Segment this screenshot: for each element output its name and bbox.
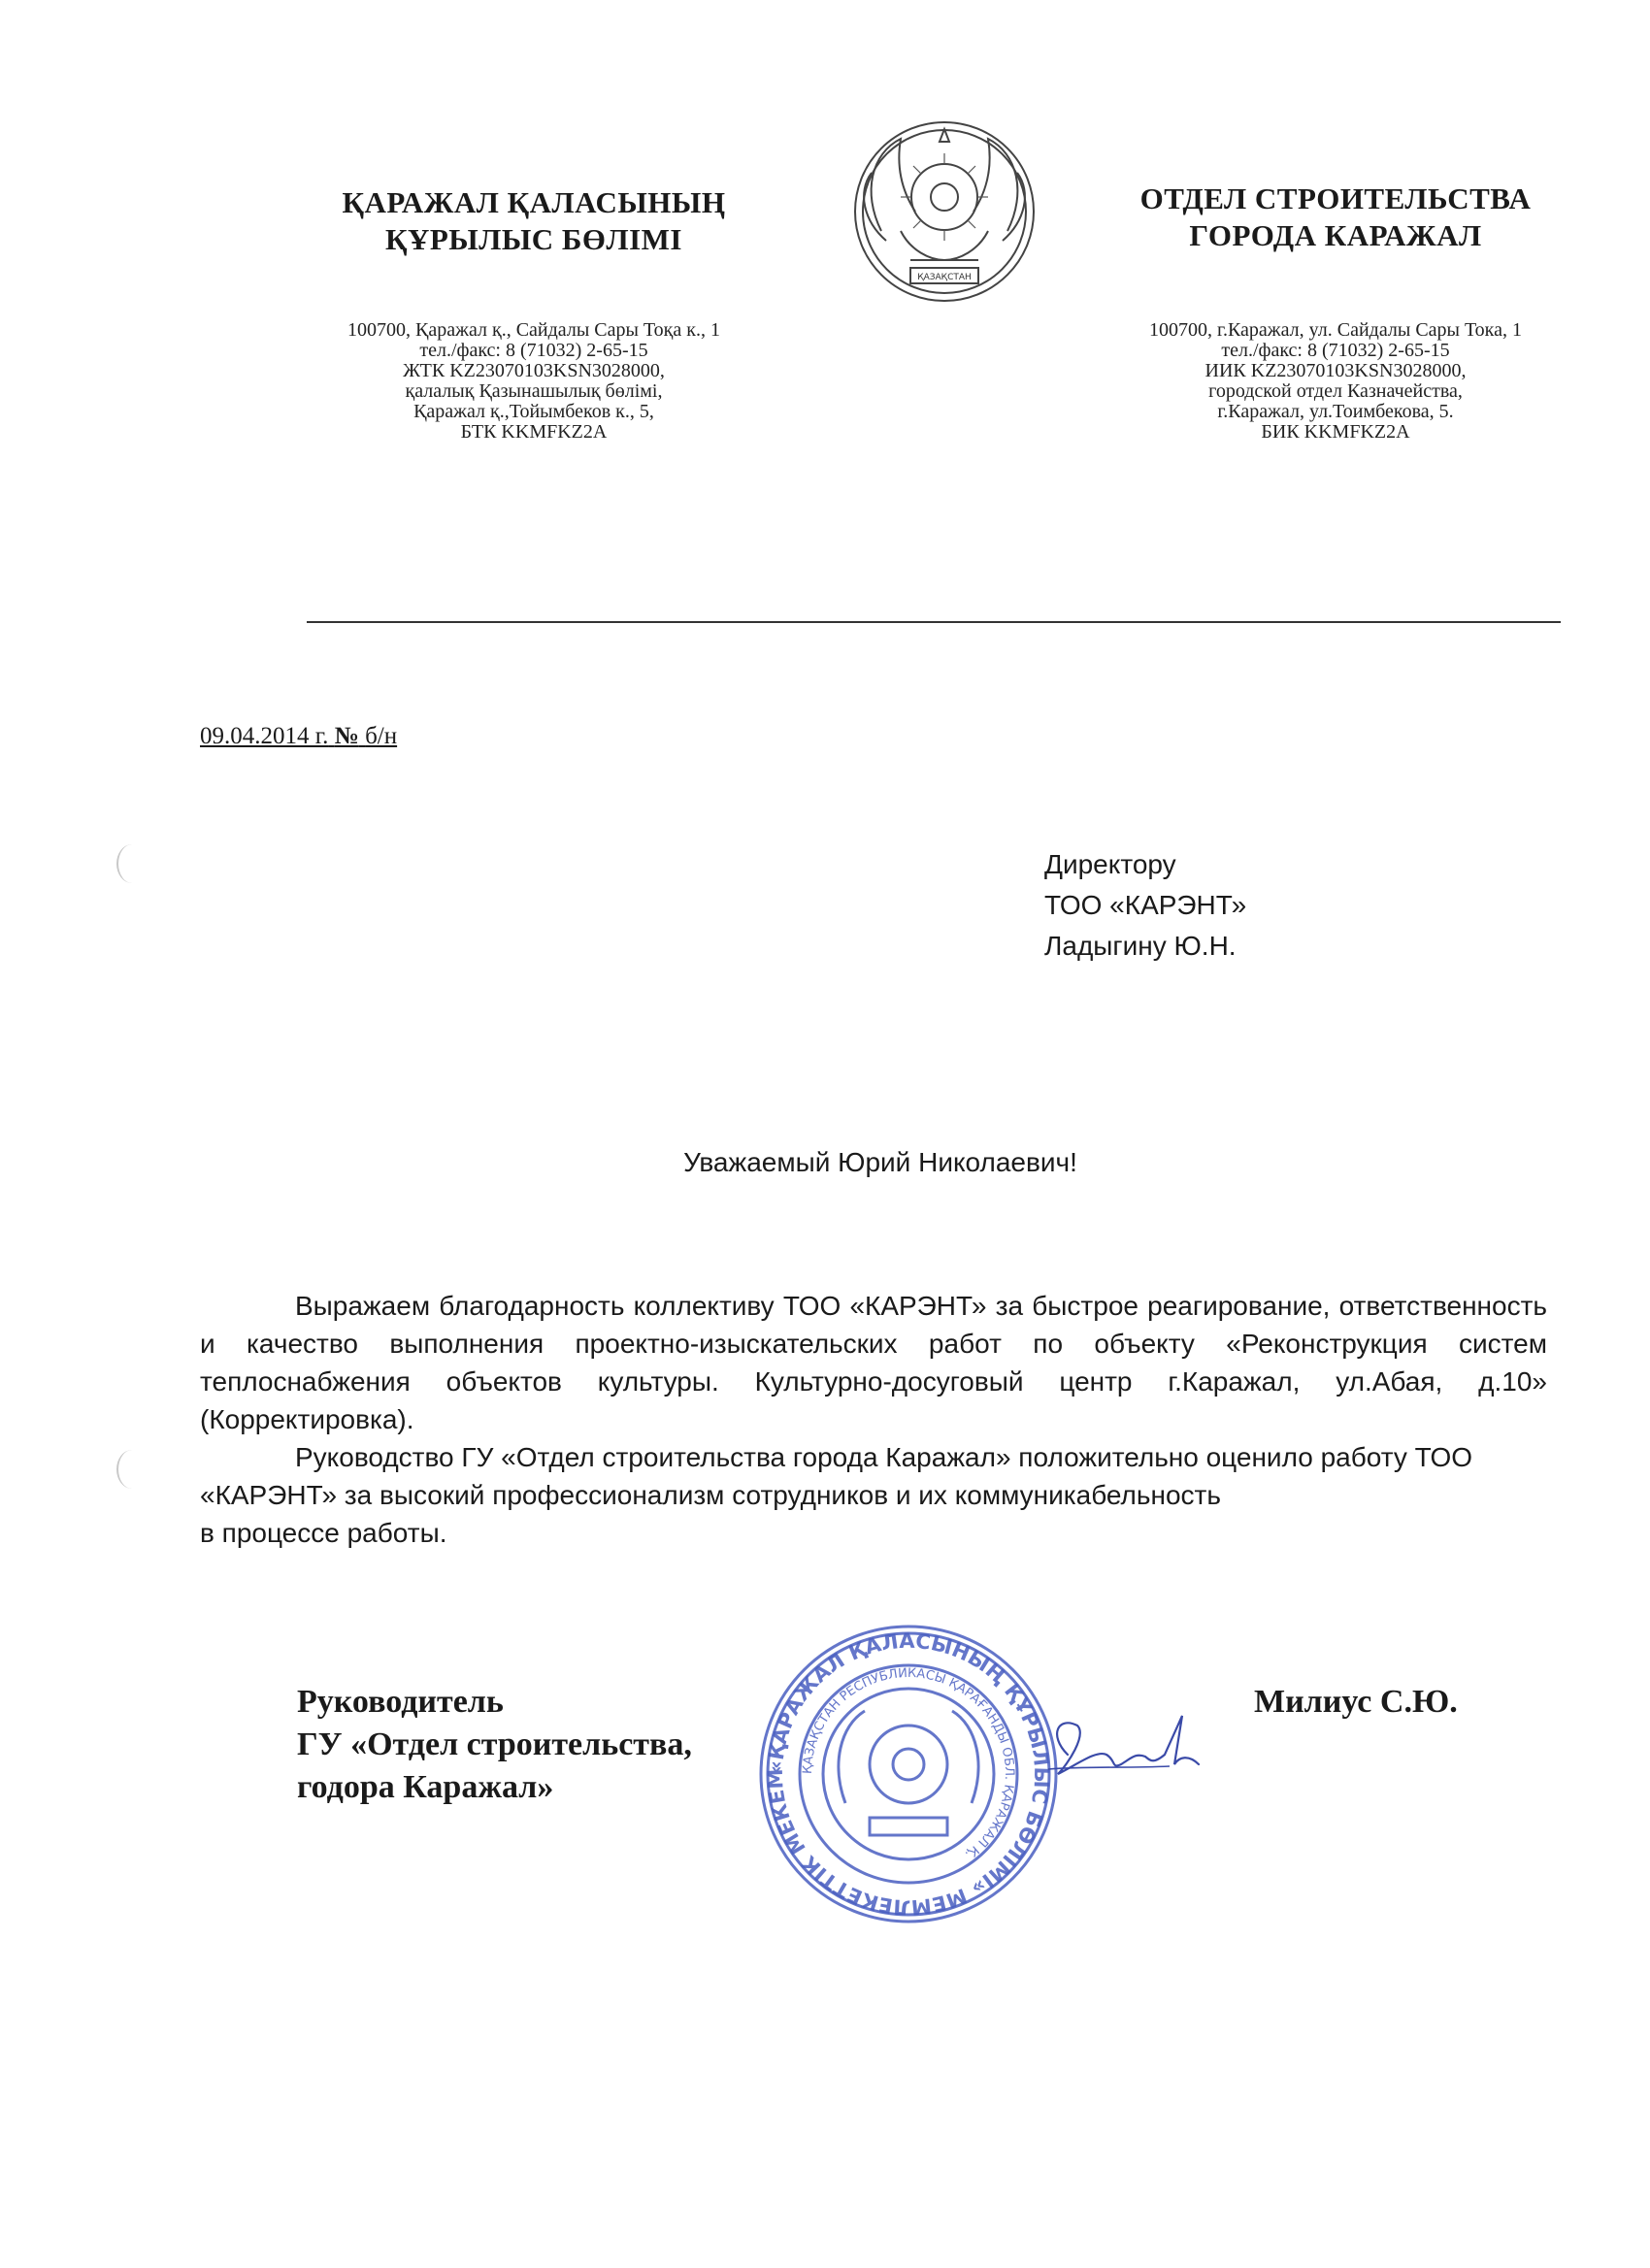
header-left-title-line1: ҚАРАЖАЛ ҚАЛАСЫНЫҢ [342,185,726,219]
signatory-position [297,1681,692,1809]
header-right-title [1093,181,1578,254]
signatory-name: Милиус С.Ю. [1254,1684,1458,1720]
address-line: г.Каражал, ул.Тоимбекова, 5. [1217,401,1454,422]
punch-hole-mark [116,844,148,883]
paragraph-1: Выражаем благодарность коллективу ТОО «КАРЭНТ» за быстрое реагирование, ответственность и качество выполнения проектно-изыскательских работ по объекту «Реконструкция систем теплоснабжения объектов культуры. Культурно-досуговый центр г.Каражал, ул.Абая, д.10» (Корректировка). [200,1291,1547,1434]
address-line: БИК KKMFKZ2A [1261,421,1410,443]
position-line: Руководитель [297,1684,504,1720]
header-right-title-line1: ОТДЕЛ СТРОИТЕЛЬСТВА [1139,181,1532,215]
address-line: городской отдел Казначейства, [1208,380,1463,402]
header-left-address [291,320,776,443]
stamp-inner-text: ҚАЗАҚСТАН РЕСПУБЛИКАСЫ ҚАРАҒАНДЫ ОБЛ. ҚАРАЖАЛ Қ. [800,1665,1017,1862]
letter-number-sign: № [334,723,359,749]
address-line: 100700, Қаражал қ., Сайдалы Сары Тоқа к., 1 [347,319,720,341]
punch-hole-mark [116,1450,148,1489]
address-line: тел./факс: 8 (71032) 2-65-15 [419,340,648,361]
address-line: ИИК KZ23070103KSN3028000, [1204,360,1467,381]
address-line: қалалық Қазынашылық бөлімі, [405,380,663,402]
header-left-title [291,184,776,258]
greeting: Уважаемый Юрий Николаевич! [683,1147,1077,1177]
addressee-line: ТОО «КАРЭНТ» [1044,890,1247,920]
letter-body [200,1287,1547,1552]
address-line: ЖТК KZ23070103KSN3028000, [403,360,665,381]
emblem-text: ҚАЗАҚСТАН [917,273,972,282]
address-line: Қаражал қ.,Тойымбеков к., 5, [413,401,654,422]
letter-date-line [200,723,397,750]
official-stamp [753,1619,1064,1929]
header-left-title-line2: ҚҰРЫЛЫС БӨЛІМІ [384,222,682,256]
addressee-block [1044,844,1246,967]
address-line: 100700, г.Каражал, ул. Сайдалы Сары Тока, 1 [1149,319,1522,341]
position-line: ГУ «Отдел строительства, [297,1726,692,1762]
header-right-address [1093,320,1578,443]
letter-date: 09.04.2014 г. [200,723,329,749]
address-line: тел./факс: 8 (71032) 2-65-15 [1221,340,1450,361]
position-line: годора Каражал» [297,1769,554,1805]
addressee-line: Директору [1044,849,1176,879]
letter-number: б/н [365,723,398,749]
stamp-ring-text: «ҚАРАЖАЛ ҚАЛАСЫНЫҢ ҚҰРЫЛЫС БӨЛІМІ» МЕМЛЕКЕТТІК МЕКЕМ [763,1628,1054,1920]
handwritten-signature [1029,1696,1204,1803]
state-emblem-icon [842,115,1046,313]
address-line: БТК KKMFKZ2A [460,421,608,443]
addressee-line: Ладыгину Ю.Н. [1044,931,1237,961]
paragraph-2: Руководство ГУ «Отдел строительства города Каражал» положительно оценило работу ТОО «КАРЭНТ» за высокий профессионализм сотрудников и их коммуникабельность [200,1442,1473,1510]
header-divider [307,621,1561,623]
header-right-title-line2: ГОРОДА КАРАЖАЛ [1189,218,1482,252]
paragraph-2-end: в процессе работы. [200,1518,447,1548]
